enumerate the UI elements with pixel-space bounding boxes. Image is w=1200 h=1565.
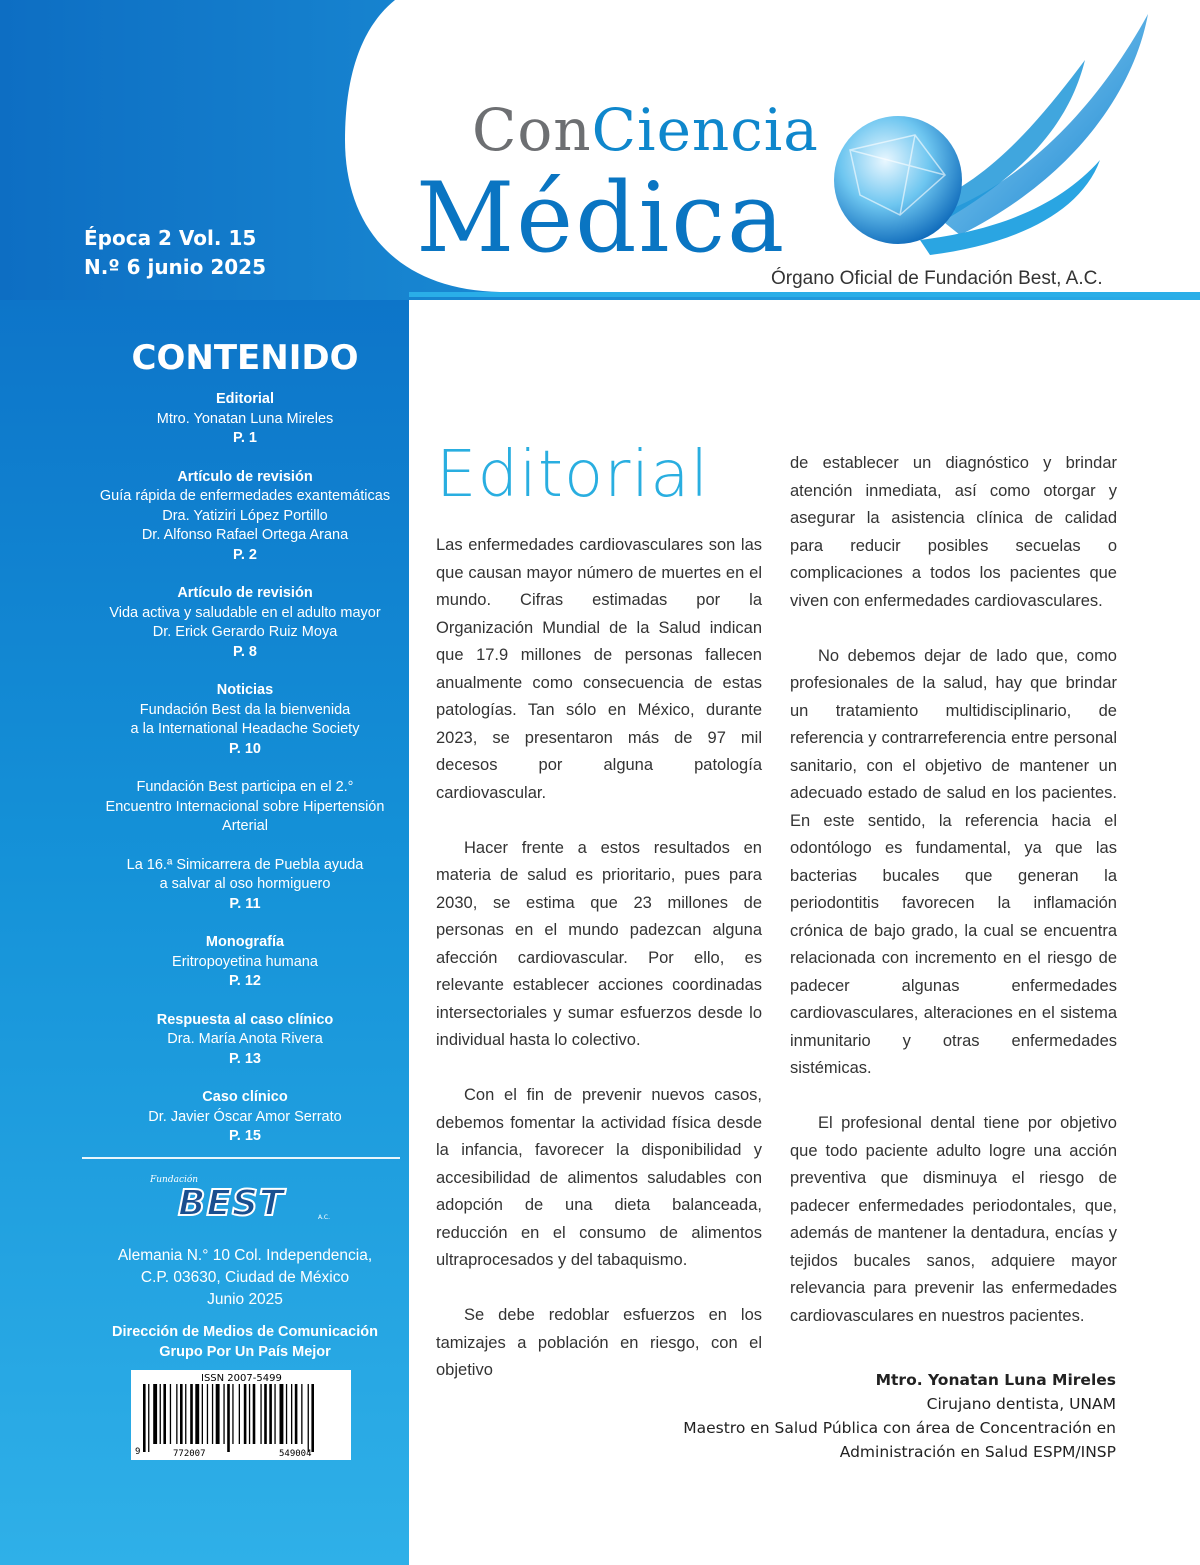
issue-number-date: N.º 6 junio 2025	[84, 255, 267, 279]
best-logo-main: BEST	[178, 1183, 285, 1222]
toc-category: Respuesta al caso clínico	[156, 1011, 334, 1028]
barcode-bar	[295, 1384, 298, 1444]
toc-category: Monografía	[205, 934, 285, 950]
toc-entry	[0, 856, 490, 915]
best-logo-top: Fundación	[150, 1175, 199, 1185]
article-paragraph: No debemos dejar de lado que, como profesionales de la salud, hay que brindar un tratamiento multidisciplinario, de referencia y contrarreferencia entre personal sanitario, con el objetivo de mantener un adecuado estado de salud en los pacientes. En este sentido, la referencia hacia el odontólogo es fundamental, ya que las bacterias bucales que generan la periodontitis favorecen la inflamación crónica de bajo grado, la cual se encuentra relacionada con incremento en el riesgo de padecer algunas enfermedades cardiovasculares, alteraciones en el sistema inmunitario y otras enfermedades sistémicas.	[790, 646, 1117, 1077]
toc-line: Arterial	[222, 818, 268, 834]
toc-entry	[0, 1011, 490, 1070]
toc-entry	[0, 681, 490, 759]
barcode-bar	[143, 1384, 146, 1452]
toc-page: P. 8	[233, 643, 257, 660]
signature-line: Cirujano dentista, UNAM	[926, 1395, 1116, 1413]
barcode-bar	[253, 1384, 256, 1444]
signature	[683, 1368, 1116, 1464]
editorial-title: Editorial	[436, 438, 710, 512]
barcode-bar	[160, 1384, 161, 1444]
sidebar-divider	[82, 1157, 400, 1159]
barcode-bar	[244, 1384, 247, 1444]
toc-line: Dr. Alfonso Rafael Ortega Arana	[141, 527, 349, 543]
direccion-medios	[0, 1322, 490, 1362]
barcode-bar	[176, 1384, 177, 1444]
barcode-bar	[249, 1384, 250, 1444]
barcode	[131, 1370, 351, 1460]
issue-info	[84, 224, 266, 282]
direccion-line: Dirección de Medios de Comunicación	[112, 1324, 378, 1340]
barcode-bar	[274, 1384, 275, 1444]
barcode-bar	[269, 1384, 272, 1444]
toc-category: Artículo de revisión	[177, 468, 313, 485]
barcode-bar	[311, 1384, 314, 1452]
toc-line: La 16.ª Simicarrera de Puebla ayuda	[126, 856, 364, 873]
toc-entry	[0, 933, 490, 992]
barcode-bar	[207, 1384, 208, 1444]
barcode-bar	[212, 1384, 213, 1444]
toc-line: Dra. María Anota Rivera	[167, 1031, 323, 1047]
barcode-graphic	[131, 1370, 351, 1460]
article-paragraph: El profesional dental tiene por objetivo que todo paciente adulto logre una acción preventiva que disminuya el riesgo de padecer enfermedades periodontales, que, además de mantener la dentadura, encías y tejidos bucales sanos, adquiere mayor relevancia para prevenir las enfermedades cardiovasculares en nuestros pacientes.	[790, 1114, 1117, 1325]
best-logo	[150, 1172, 330, 1222]
barcode-bar	[227, 1384, 230, 1452]
barcode-bar	[185, 1384, 186, 1444]
toc-category: Artículo de revisión	[177, 585, 313, 601]
barcode-bar	[223, 1384, 224, 1444]
address-line: Junio 2025	[207, 1291, 283, 1308]
organo-oficial: Órgano Oficial de Fundación Best, A.C.	[771, 268, 1103, 289]
barcode-bar	[264, 1384, 267, 1444]
article-paragraph: Se debe redoblar esfuerzos en los tamizajes a población en riesgo, con el objetivo	[436, 1306, 762, 1379]
article-paragraph: de establecer un diagnóstico y brindar atención inmediata, así como otorgar y asegurar la asistencia clínica de calidad para reducir posibles secuelas o complicaciones a todos los pacientes que viven con enfermedades cardiovasculares.	[790, 454, 1117, 610]
toc-line: Fundación Best participa en el 2.°	[136, 779, 354, 795]
toc-line: Dr. Javier Óscar Amor Serrato	[148, 1108, 342, 1125]
article-column-right	[790, 450, 1117, 1358]
barcode-bar	[232, 1384, 233, 1444]
barcode-bar	[153, 1384, 157, 1444]
toc-entry	[0, 778, 490, 837]
toc-page: P. 11	[229, 895, 261, 912]
toc-line: a salvar al oso hormiguero	[159, 876, 331, 892]
table-of-contents	[0, 390, 490, 1166]
masthead-title-top	[472, 96, 819, 164]
signature-line: Maestro en Salud Pública con área de Concentración en	[683, 1419, 1116, 1437]
toc-entry	[0, 468, 490, 566]
barcode-bar	[260, 1384, 261, 1444]
barcode-bar	[190, 1384, 193, 1444]
article-paragraph: Con el fin de prevenir nuevos casos, debemos fomentar la actividad física desde la infancia, favorecer la disponibilidad y accesibilidad de alimentos saludables con adopción de una dieta balanceada, reducción en el consumo de alimentos ultraprocesados y del tabaquismo.	[436, 1086, 762, 1269]
masthead-con: Con	[472, 96, 592, 164]
toc-line: Encuentro Internacional sobre Hipertensión	[105, 798, 385, 815]
toc-category: Caso clínico	[202, 1089, 288, 1105]
toc-entry	[0, 584, 490, 662]
barcode-bar	[202, 1384, 203, 1444]
barcode-bar	[148, 1384, 149, 1452]
toc-category: Noticias	[216, 682, 274, 698]
masthead-medica: Médica	[416, 162, 787, 274]
barcode-bar	[216, 1384, 220, 1444]
barcode-lead: 9	[135, 1447, 141, 1457]
toc-page: P. 12	[229, 973, 261, 989]
contenido-title: CONTENIDO	[131, 338, 359, 378]
toc-page: P. 10	[229, 740, 261, 757]
address-line: Alemania N.° 10 Col. Independencia,	[117, 1247, 373, 1264]
barcode-bar	[301, 1384, 302, 1444]
article-paragraph: Las enfermedades cardiovasculares son las que causan mayor número de muertes en el mundo. Cifras estimadas por la Organización Mundial de la Salud indican que 17.9 millones de personas fallecen anualmente como consecuencia de estas patologías. Tan sólo en México, durante 2023, se presentaron más de 97 mil decesos por alguna patología cardiovascular.	[436, 536, 762, 802]
barcode-bar	[280, 1384, 284, 1444]
signature-line: Administración en Salud ESPM/INSP	[839, 1443, 1116, 1461]
toc-page: P. 13	[229, 1050, 261, 1067]
toc-line: Guía rápida de enfermedades exantemáticas	[99, 488, 391, 504]
barcode-bar	[239, 1384, 240, 1444]
toc-line: Dr. Erick Gerardo Ruiz Moya	[152, 624, 338, 640]
barcode-left: 772007	[173, 1449, 206, 1459]
toc-category: Editorial	[215, 391, 274, 407]
address-line: C.P. 03630, Ciudad de México	[140, 1269, 350, 1286]
barcode-bar	[308, 1384, 309, 1452]
toc-line: Dra. Yatiziri López Portillo	[162, 507, 328, 524]
toc-entry	[0, 390, 490, 449]
signature-name: Mtro. Yonatan Luna Mireles	[875, 1371, 1116, 1389]
toc-line: Mtro. Yonatan Luna Mireles	[156, 410, 334, 427]
barcode-bar	[286, 1384, 287, 1444]
direccion-line: Grupo Por Un País Mejor	[159, 1344, 331, 1360]
barcode-bar	[163, 1384, 166, 1444]
toc-entry	[0, 1088, 490, 1147]
address	[0, 1245, 490, 1311]
barcode-bar	[195, 1384, 199, 1444]
toc-page: P. 2	[233, 546, 257, 563]
barcode-right: 549004	[279, 1449, 312, 1459]
article-paragraph: Hacer frente a estos resultados en materia de salud es prioritario, pues para 2030, se estima que 23 millones de personas en el mundo padezcan alguna afección cardiovascular. Por ello, es relevante establecer acciones coordinadas intersectoriales y sumar esfuerzos desde lo individual hasta lo colectivo.	[436, 838, 762, 1049]
toc-line: Vida activa y saludable en el adulto mayor	[109, 604, 381, 621]
toc-page: P. 1	[233, 430, 257, 446]
sidebar	[0, 300, 409, 1565]
article-column-left	[436, 532, 762, 1412]
best-logo-suffix: A.C.	[318, 1214, 330, 1221]
toc-line: Fundación Best da la bienvenida	[139, 701, 351, 718]
barcode-bar	[291, 1384, 292, 1444]
barcode-bar	[170, 1384, 171, 1444]
toc-line: a la International Headache Society	[130, 721, 360, 737]
barcode-bar	[180, 1384, 183, 1444]
barcode-issn: ISSN 2007-5499	[201, 1373, 282, 1384]
toc-line: Eritropoyetina humana	[172, 953, 318, 970]
masthead-ciencia: Ciencia	[591, 96, 819, 164]
issue-volume: Época 2 Vol. 15	[84, 226, 257, 250]
toc-page: P. 15	[229, 1128, 261, 1144]
